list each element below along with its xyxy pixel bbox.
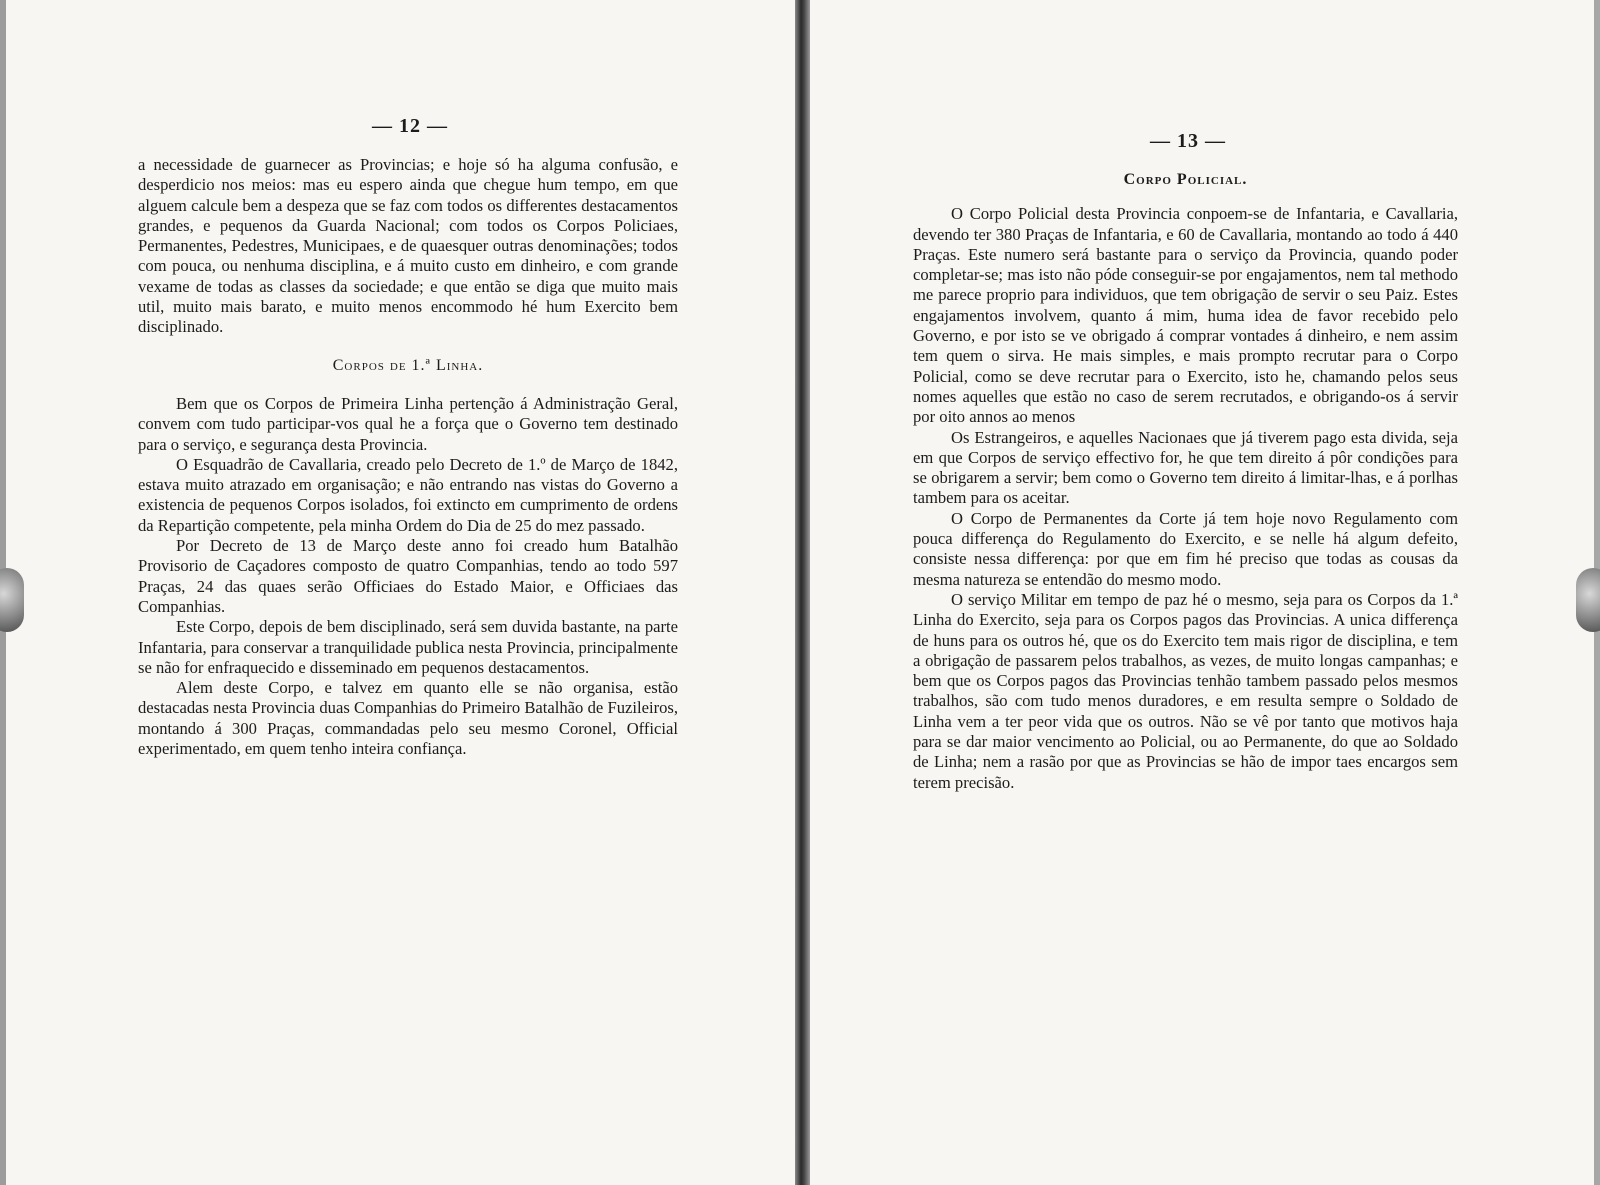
paragraph: Bem que os Corpos de Primeira Linha pertenção á Administração Geral, convem com tudo participar-vos qual he a força que o Governo tem destinado para o serviço, e segurança desta Provincia.: [138, 393, 678, 454]
page-number: — 12 —: [372, 115, 448, 137]
section-heading: Corpo Policial.: [1123, 171, 1248, 188]
paragraph: Alem deste Corpo, e talvez em quanto elle se não organisa, estão destacadas nesta Provincia duas Companhias do Primeiro Batalhão de Fuzileiros, montando á 300 Praças, commandadas pelo seu mesmo Coronel, Official experimentado, em quem tenho inteira confiança.: [138, 678, 678, 759]
book-gutter: [795, 0, 810, 1185]
paragraph: Este Corpo, depois de bem disciplinado, será sem duvida bastante, na parte Infantaria, para conservar a tranquilidade publica nesta Provincia, principalmente se não for enfraquecido e disseminado em pequenos destacamentos.: [138, 617, 678, 677]
page-number: — 13 —: [1150, 130, 1226, 152]
paragraph: O Corpo Policial desta Provincia conpoem-se de Infantaria, e Cavallaria, devendo ter 380 Praças de Infantaria, e 60 de Cavallaria, montando ao todo á 440 Praças. Este numero será bastante para o serviço da Provincia, quando poder completar-se; mas isto não póde conseguir-se por engajamentos, nem tal methodo me parece proprio para individuos, que tem obrigação de servir o seu Paiz. Estes engajamentos involvem, quanto á mim, huma idea de favor recebido pelo Governo, e por isto se ve obrigado á comprar vontades á dinheiro, e nem assim tem quem o sirva. He mais simples, e mais prompto recrutar para o Corpo Policial, como se deve recrutar para o Exercito, isto he, chamando pelos seus nomes aquelles que estão no caso de serem recrutados, e obrigando-os á servir por oito annos ao menos: [913, 204, 1458, 427]
binding-clip-icon: [1576, 568, 1600, 632]
right-page: [810, 0, 1600, 1185]
paragraph: O Esquadrão de Cavallaria, creado pelo Decreto de 1.º de Março de 1842, estava muito atrazado em organisação; e não entrando nas vistas do Governo a existencia de pequenos Corpos isolados, foi extincto em cumprimento de ordens da Repartição competente, pela minha Ordem do Dia de 25 do mez passado.: [138, 454, 678, 535]
section-heading: Corpos de 1.ª Linha.: [332, 356, 484, 374]
paragraph: Por Decreto de 13 de Março deste anno foi creado hum Batalhão Provisorio de Caçadores composto de quatro Companhias, tendo ao todo 597 Praças, 24 das quaes serão Officiaes do Estado Maior, e Officiaes das Companhias.: [138, 536, 678, 616]
right-page-text: [913, 170, 1458, 793]
left-page-text: [138, 155, 678, 759]
binding-clip-icon: [0, 568, 24, 632]
left-page: [0, 0, 795, 1185]
paragraph: Os Estrangeiros, e aquelles Nacionaes que já tiverem pago esta divida, seja em que Corpos de serviço effectivo for, he que tem direito á pôr condições para se obrigarem a servir; bem como o Governo tem direito á limitar-lhas, e á porlhas tambem para os aceitar.: [913, 427, 1458, 508]
paragraph: O serviço Militar em tempo de paz hé o mesmo, seja para os Corpos da 1.ª Linha do Exercito, seja para os Corpos pagos das Provincias. A unica differença de huns para os outros hé, que os do Exercito tem mais rigor de disciplina, e tem a obrigação de passarem pelos trabalhos, as vezes, de muito longas campanhas; e bem que os Corpos pagos das Provincias tenhão tambem passado pelos mesmos trabalhos, são com tudo menos duradores, e em resulta sempre o Soldado de Linha vem a ter peor vida que os outros. Não se vê por tanto que motivos haja para se dar maior vencimento ao Policial, ou ao Permanente, do que ao Soldado de Linha; nem a rasão por que as Provincias se hão de impor taes encargos sem terem precisão.: [913, 589, 1458, 792]
paragraph: O Corpo de Permanentes da Corte já tem hoje novo Regulamento com pouca differença do Regulamento do Exercito, e se nelle há algum defeito, consiste nessa differença: por que em fim hé preciso que todas as cousas da mesma natureza se entendão do mesmo modo.: [913, 508, 1458, 589]
paragraph: a necessidade de guarnecer as Provincias; e hoje só ha alguma confusão, e desperdicio nos meios: mas eu espero ainda que chegue hum tempo, em que alguem calcule bem a despeza que se faz com todos os differentes destacamentos grandes, e pequenos da Guarda Nacional; com todos os Corpos Policiaes, Permanentes, Pedestres, Municipaes, e de quaesquer outras denominações; todos com pouca, ou nenhuma disciplina, e á muito custo em dinheiro, e com grande vexame de todas as classes da sociedade; e que então se diga que muito mais util, muito mais barato, e muito menos encommodo hé hum Exercito bem disciplinado.: [138, 155, 678, 337]
